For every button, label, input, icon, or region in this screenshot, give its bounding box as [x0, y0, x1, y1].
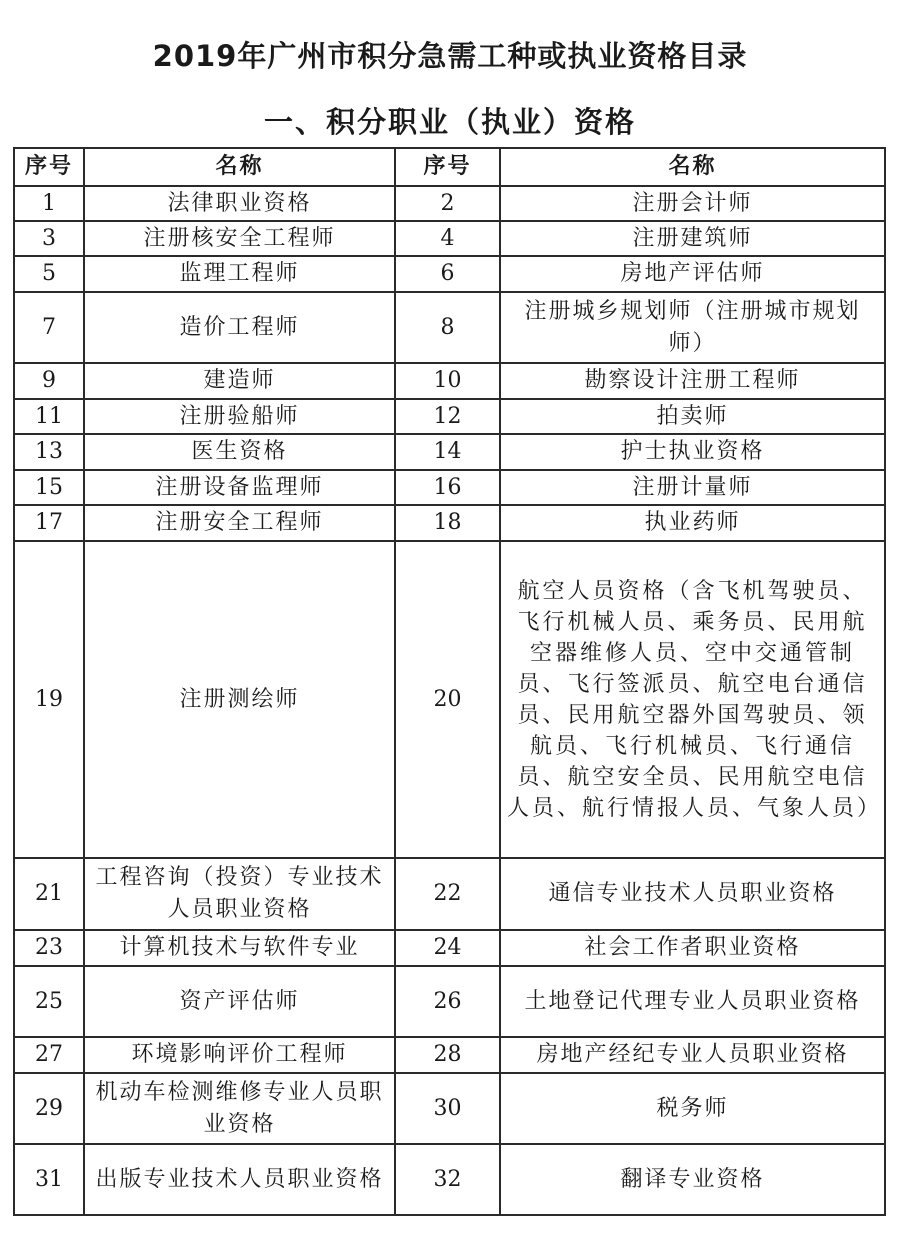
row-index: 8	[395, 292, 500, 363]
row-index: 7	[14, 292, 84, 363]
row-name: 法律职业资格	[84, 186, 395, 221]
row-name: 税务师	[500, 1073, 885, 1144]
row-name: 造价工程师	[84, 292, 395, 363]
row-index: 22	[395, 858, 500, 930]
table-row	[14, 966, 885, 1037]
row-index: 23	[14, 930, 84, 966]
table-row	[14, 1073, 885, 1144]
table-row	[14, 470, 885, 505]
row-index: 17	[14, 505, 84, 541]
row-name: 建造师	[84, 363, 395, 399]
row-index: 4	[395, 221, 500, 256]
table-row	[14, 434, 885, 470]
row-index: 12	[395, 399, 500, 434]
row-index: 10	[395, 363, 500, 399]
row-name: 机动车检测维修专业人员职业资格	[84, 1073, 395, 1144]
row-index: 5	[14, 256, 84, 292]
row-name: 工程咨询（投资）专业技术人员职业资格	[84, 858, 395, 930]
row-index: 29	[14, 1073, 84, 1144]
row-name: 房地产经纪专业人员职业资格	[500, 1037, 885, 1073]
table-row	[14, 363, 885, 399]
qualification-table	[13, 147, 886, 1216]
header-index-left: 序号	[14, 148, 84, 186]
row-index: 2	[395, 186, 500, 221]
row-index: 27	[14, 1037, 84, 1073]
row-index: 24	[395, 930, 500, 966]
row-index: 18	[395, 505, 500, 541]
table-row	[14, 858, 885, 930]
row-index: 13	[14, 434, 84, 470]
row-index: 11	[14, 399, 84, 434]
row-name: 注册计量师	[500, 470, 885, 505]
table-header-row	[14, 148, 885, 186]
section-heading: 一、积分职业（执业）资格	[263, 105, 636, 139]
row-name: 注册设备监理师	[84, 470, 395, 505]
row-name: 注册验船师	[84, 399, 395, 434]
row-index: 31	[14, 1144, 84, 1215]
row-index: 14	[395, 434, 500, 470]
row-name: 通信专业技术人员职业资格	[500, 858, 885, 930]
row-index: 28	[395, 1037, 500, 1073]
row-name: 监理工程师	[84, 256, 395, 292]
table-row	[14, 292, 885, 363]
header-index-right: 序号	[395, 148, 500, 186]
row-name: 计算机技术与软件专业	[84, 930, 395, 966]
row-name: 环境影响评价工程师	[84, 1037, 395, 1073]
row-index: 3	[14, 221, 84, 256]
row-name: 出版专业技术人员职业资格	[84, 1144, 395, 1215]
row-index: 20	[395, 541, 500, 858]
row-name: 注册测绘师	[84, 541, 395, 858]
row-index: 16	[395, 470, 500, 505]
table-row	[14, 399, 885, 434]
header-name-left: 名称	[84, 148, 395, 186]
table-row	[14, 1037, 885, 1073]
row-name: 注册会计师	[500, 186, 885, 221]
table-row	[14, 930, 885, 966]
header-name-right: 名称	[500, 148, 885, 186]
table-row	[14, 505, 885, 541]
row-index: 25	[14, 966, 84, 1037]
row-name: 资产评估师	[84, 966, 395, 1037]
row-name: 拍卖师	[500, 399, 885, 434]
row-index: 15	[14, 470, 84, 505]
document-title: 2019年广州市积分急需工种或执业资格目录	[152, 39, 748, 73]
row-index: 1	[14, 186, 84, 221]
table-row	[14, 221, 885, 256]
row-index: 30	[395, 1073, 500, 1144]
row-index: 21	[14, 858, 84, 930]
row-name: 注册核安全工程师	[84, 221, 395, 256]
row-index: 9	[14, 363, 84, 399]
row-name: 社会工作者职业资格	[500, 930, 885, 966]
row-index: 6	[395, 256, 500, 292]
row-name: 房地产评估师	[500, 256, 885, 292]
table-row	[14, 541, 885, 858]
row-index: 32	[395, 1144, 500, 1215]
row-name: 注册城乡规划师（注册城市规划师）	[500, 292, 885, 363]
row-name: 护士执业资格	[500, 434, 885, 470]
row-name: 航空人员资格（含飞机驾驶员、飞行机械人员、乘务员、民用航空器维修人员、空中交通管制员、飞行签派员、航空电台通信员、民用航空器外国驾驶员、领航员、飞行机械员、飞行通信员、航空安全员、民用航空电信人员、航行情报人员、气象人员）	[500, 541, 885, 858]
row-name: 勘察设计注册工程师	[500, 363, 885, 399]
table-row	[14, 1144, 885, 1215]
row-index: 19	[14, 541, 84, 858]
table-row	[14, 186, 885, 221]
row-name: 注册安全工程师	[84, 505, 395, 541]
row-index: 26	[395, 966, 500, 1037]
row-name: 医生资格	[84, 434, 395, 470]
row-name: 注册建筑师	[500, 221, 885, 256]
row-name: 土地登记代理专业人员职业资格	[500, 966, 885, 1037]
row-name: 翻译专业资格	[500, 1144, 885, 1215]
row-name: 执业药师	[500, 505, 885, 541]
table-row	[14, 256, 885, 292]
